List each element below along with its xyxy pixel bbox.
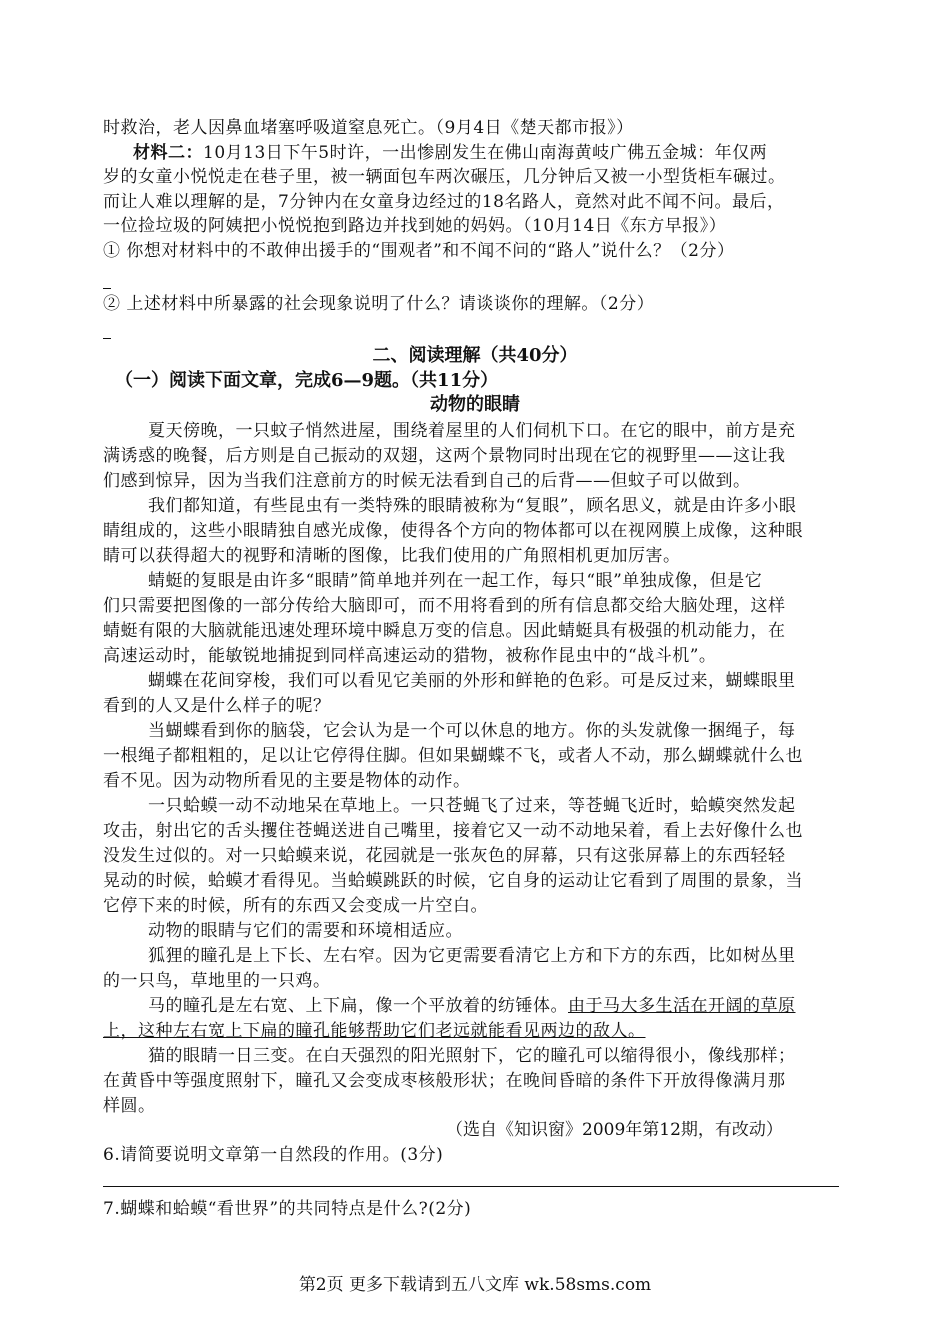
paragraph-line: 看不见。因为动物所看见的主要是物体的动作。 xyxy=(103,771,471,791)
paragraph-line: 在黄昏中等强度照射下，瞳孔又会变成枣核般形状；在晚间昏暗的条件下开放得像满月那 xyxy=(103,1071,786,1091)
paragraph-line: 晃动的时候，蛤蟆才看得见。当蛤蟆跳跃的时候，它自身的运动让它看到了周围的景象，当 xyxy=(103,871,803,891)
paragraph-line: 看到的人又是什么样子的呢？ xyxy=(103,696,331,716)
paragraph-line: 睛可以获得超大的视野和清晰的图像，比我们使用的广角照相机更加厉害。 xyxy=(103,546,681,566)
paragraph-line: 没发生过似的。对一只蛤蟆来说，花园就是一张灰色的屏幕，只有这张屏幕上的东西轻轻 xyxy=(103,846,786,866)
article-title: 动物的眼睛 xyxy=(430,394,520,415)
paragraph-line: 一根绳子都粗粗的，足以让它停得住脚。但如果蝴蝶不飞，或者人不动，那么蝴蝶就什么也 xyxy=(103,746,803,766)
material-two-line-2: 岁的女童小悦悦走在巷子里，被一辆面包车两次碾压，几分钟后又被一小型货柜车碾过。 xyxy=(103,167,786,187)
paragraph-line: 的一只鸟，草地里的一只鸡。 xyxy=(103,971,331,991)
paragraph-line: 夏天傍晚，一只蚊子悄然进屋，围绕着屋里的人们伺机下口。在它的眼中，前方是充 xyxy=(148,421,796,441)
answer-line-question-six[interactable] xyxy=(103,1186,839,1187)
material-two-label: 材料二： xyxy=(133,143,203,163)
paragraph-line: 一只蛤蟆一动不动地呆在草地上。一只苍蝇飞了过来，等苍蝇飞近时，蛤蟆突然发起 xyxy=(148,796,796,816)
paragraph-line: 攻击，射出它的舌头攫住苍蝇送进自己嘴里，接着它又一动不动地呆着，看上去好像什么也 xyxy=(103,821,803,841)
paragraph-line: 当蝴蝶看到你的脑袋，它会认为是一个可以休息的地方。你的头发就像一捆绳子，每 xyxy=(148,721,796,741)
underlined-sentence: 上，这种左右宽上下扁的瞳孔能够帮助它们老远就能看见两边的敌人。 xyxy=(103,1021,646,1041)
horse-sentence: 马的瞳孔是左右宽、上下扁，像一个平放着的纺锤体。 xyxy=(148,996,568,1016)
material-one-tail: 时救治，老人因鼻血堵塞呼吸道窒息死亡。（9月4日《楚天都市报》） xyxy=(103,118,634,138)
paragraph-line: 睛组成的，这些小眼睛独自感光成像，使得各个方向的物体都可以在视网膜上成像，这种眼 xyxy=(103,521,803,541)
paragraph-line: 它停下来的时候，所有的东西又会变成一片空白。 xyxy=(103,896,488,916)
material-two-line-3: 而让人难以理解的是，7分钟内在女童身边经过的18名路人，竟然对此不闻不问。最后， xyxy=(103,192,785,212)
answer-mark-1[interactable] xyxy=(103,288,111,289)
question-seven: 7.蝴蝶和蛤蟆“看世界”的共同特点是什么?(2分) xyxy=(103,1199,472,1219)
paragraph-line: 动物的眼睛与它们的需要和环境相适应。 xyxy=(148,921,463,941)
answer-mark-2[interactable] xyxy=(103,338,111,339)
question-six: 6.请简要说明文章第一自然段的作用。(3分) xyxy=(103,1145,444,1165)
paragraph-line: 蝴蝶在花间穿梭，我们可以看见它美丽的外形和鲜艳的色彩。可是反过来，蝴蝶眼里 xyxy=(148,671,796,691)
question-one: ① 你想对材料中的不敢伸出援手的“围观者”和不闻不问的“路人”说什么？（2分） xyxy=(103,241,735,261)
source-citation: （选自《知识窗》2009年第12期，有改动） xyxy=(446,1120,783,1140)
paragraph-line: 们只需要把图像的一部分传给大脑即可，而不用将看到的所有信息都交给大脑处理，这样 xyxy=(103,596,786,616)
subsection-title: （一）阅读下面文章，完成6—9题。（共11分） xyxy=(115,370,499,391)
paragraph-line: 我们都知道，有些昆虫有一类特殊的眼睛被称为“复眼”，顾名思义，就是由许多小眼 xyxy=(148,496,797,516)
material-two-line-1 xyxy=(133,141,767,165)
page-footer: 第2页 更多下载请到五八文库 wk.58sms.com xyxy=(298,1275,652,1295)
paragraph-line: 蜻蜓的复眼是由许多“眼睛”简单地并列在一起工作，每只“眼”单独成像，但是它 xyxy=(148,571,763,591)
paragraph-line: 狐狸的瞳孔是上下长、左右窄。因为它更需要看清它上方和下方的东西，比如树丛里 xyxy=(148,946,796,966)
paragraph-line: 样圆。 xyxy=(103,1096,156,1116)
paragraph-line: 高速运动时，能敏锐地捕捉到同样高速运动的猎物，被称作昆虫中的“战斗机”。 xyxy=(103,646,717,666)
paragraph-line: 们感到惊异，因为当我们注意前方的时候无法看到自己的后背——但蚊子可以做到。 xyxy=(103,471,751,491)
material-two-line-4: 一位捡垃圾的阿姨把小悦悦抱到路边并找到她的妈妈。（10月14日《东方早报》） xyxy=(103,216,727,236)
underlined-sentence: 由于马大多生活在开阔的草原 xyxy=(568,996,796,1016)
question-two: ② 上述材料中所暴露的社会现象说明了什么？请谈谈你的理解。（2分） xyxy=(103,294,655,314)
paragraph-line: 蜻蜓有限的大脑就能迅速处理环境中瞬息万变的信息。因此蜻蜓具有极强的机动能力，在 xyxy=(103,621,786,641)
paragraph-line: 猫的眼睛一日三变。在白天强烈的阳光照射下，它的瞳孔可以缩得很小，像线那样； xyxy=(148,1046,796,1066)
material-two-text: 10月13日下午5时许，一出惨剧发生在佛山南海黄岐广佛五金城：年仅两 xyxy=(203,143,768,163)
paragraph-line: 满诱惑的晚餐，后方则是自己振动的双翅，这两个景物同时出现在它的视野里——这让我 xyxy=(103,446,786,466)
paragraph-line xyxy=(148,994,796,1018)
section-title: 二、阅读理解（共40分） xyxy=(372,345,578,366)
